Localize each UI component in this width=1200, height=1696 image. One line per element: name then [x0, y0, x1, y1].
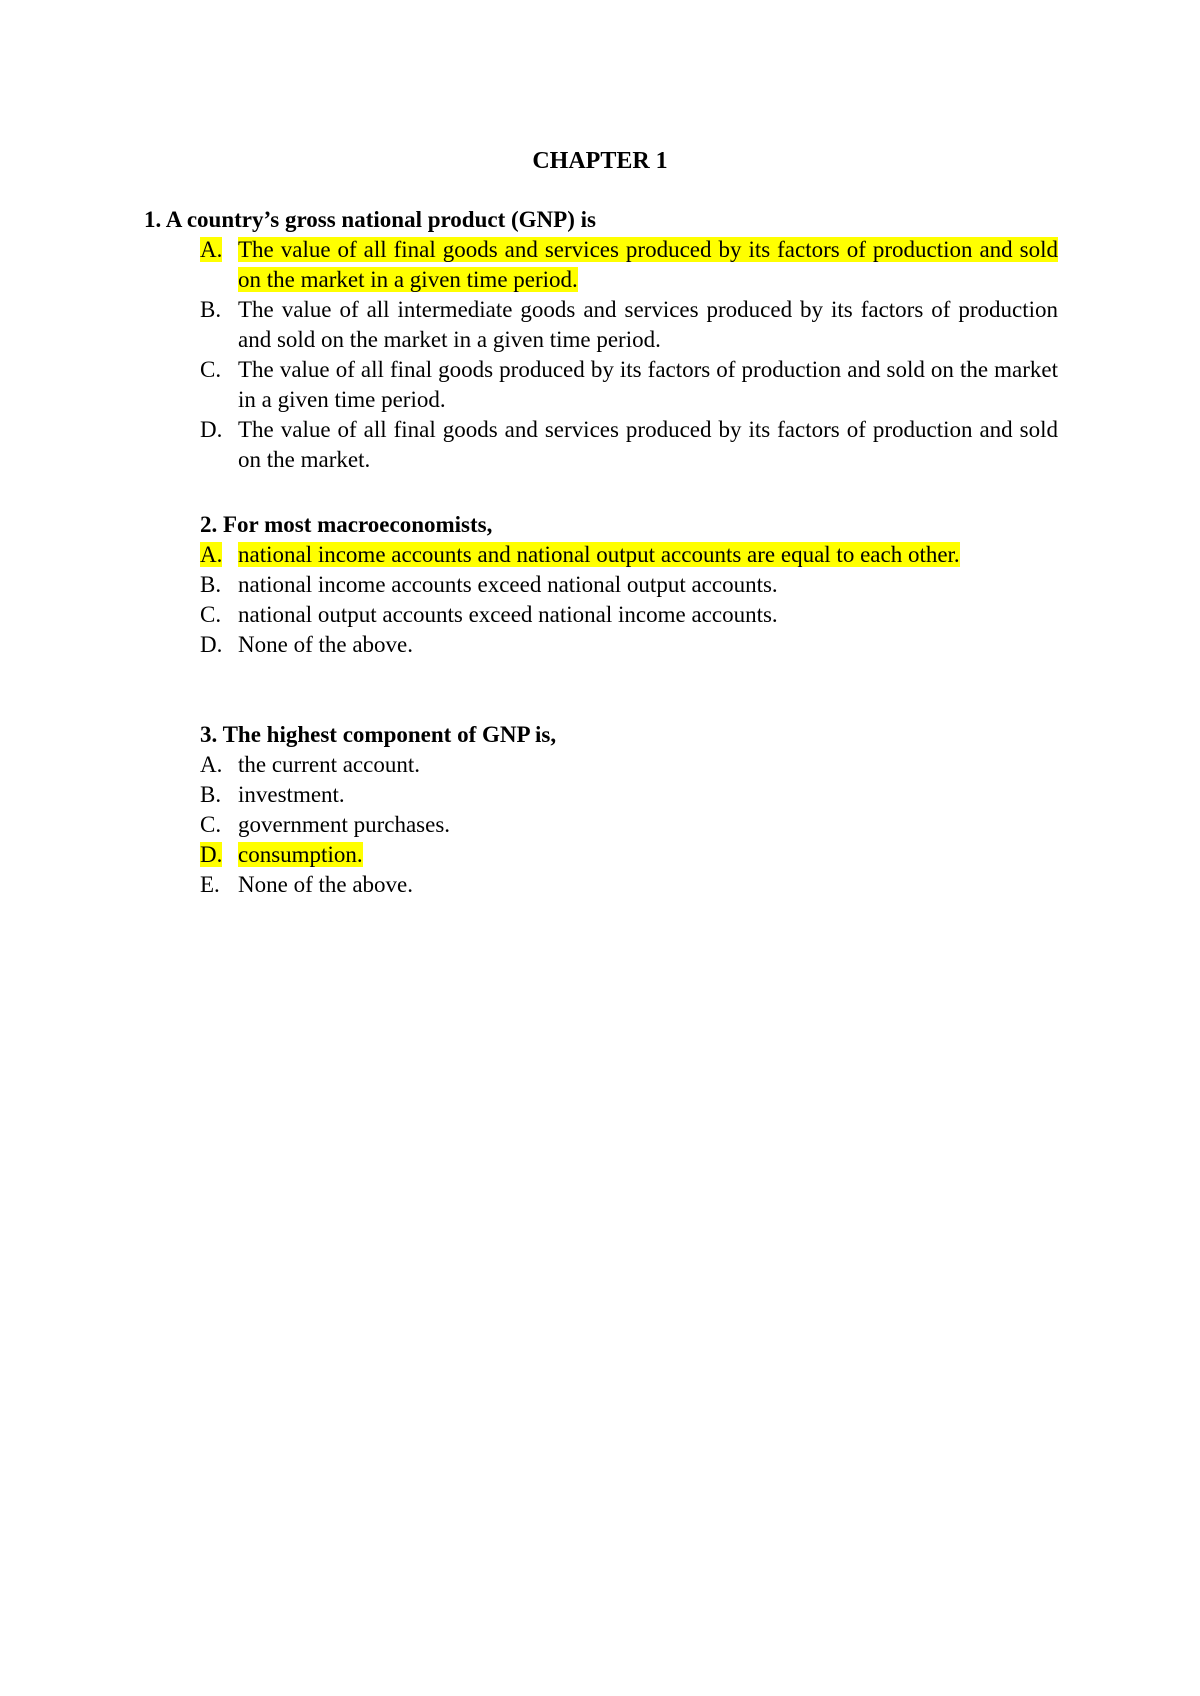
- option-c: [200, 355, 1058, 415]
- question-2: [200, 510, 1058, 660]
- option-letter: C.: [200, 812, 222, 837]
- option-letter: A.: [200, 542, 223, 567]
- option-text: investment.: [238, 782, 345, 807]
- option-d: [200, 630, 1058, 660]
- option-list: [200, 750, 1058, 900]
- option-text: consumption.: [238, 842, 363, 867]
- chapter-title: CHAPTER 1: [532, 148, 668, 174]
- option-a: [200, 750, 1058, 780]
- option-letter: D.: [200, 842, 223, 867]
- option-a: [200, 235, 1058, 295]
- question-title: 1. A country’s gross national product (GNP) is: [144, 207, 596, 232]
- option-text: the current account.: [238, 752, 420, 777]
- option-text: national income accounts and national output accounts are equal to each other.: [238, 542, 960, 567]
- option-letter: C.: [200, 357, 222, 382]
- option-b: [200, 570, 1058, 600]
- option-letter: E.: [200, 872, 220, 897]
- question-title: 2. For most macroeconomists,: [200, 512, 493, 537]
- option-text: The value of all intermediate goods and services produced by its factors of production and sold on the market in a given time period.: [238, 297, 1058, 352]
- option-text: The value of all final goods and services produced by its factors of production and sold on the market in a given time period.: [238, 237, 1058, 292]
- option-d: [200, 415, 1058, 475]
- option-letter: D.: [200, 632, 223, 657]
- option-c: [200, 810, 1058, 840]
- option-text: The value of all final goods produced by its factors of production and sold on the market in a given time period.: [238, 357, 1058, 412]
- option-letter: D.: [200, 417, 223, 442]
- option-list: [200, 540, 1058, 660]
- option-b: [200, 295, 1058, 355]
- option-text: national income accounts exceed national output accounts.: [238, 572, 778, 597]
- option-c: [200, 600, 1058, 630]
- question-title: 3. The highest component of GNP is,: [200, 722, 557, 747]
- option-text: national output accounts exceed national income accounts.: [238, 602, 778, 627]
- question-1: [144, 205, 1058, 475]
- option-letter: C.: [200, 602, 222, 627]
- option-a: [200, 540, 1058, 570]
- option-list: [144, 235, 1058, 475]
- option-e: [200, 870, 1058, 900]
- option-d: [200, 840, 1058, 870]
- question-3: [200, 720, 1058, 900]
- option-text: government purchases.: [238, 812, 451, 837]
- option-letter: B.: [200, 297, 222, 322]
- option-letter: B.: [200, 572, 222, 597]
- option-letter: A.: [200, 752, 223, 777]
- option-text: The value of all final goods and services produced by its factors of production and sold on the market.: [238, 417, 1058, 472]
- option-text: None of the above.: [238, 632, 413, 657]
- option-letter: B.: [200, 782, 222, 807]
- option-text: None of the above.: [238, 872, 413, 897]
- option-letter: A.: [200, 237, 223, 262]
- option-b: [200, 780, 1058, 810]
